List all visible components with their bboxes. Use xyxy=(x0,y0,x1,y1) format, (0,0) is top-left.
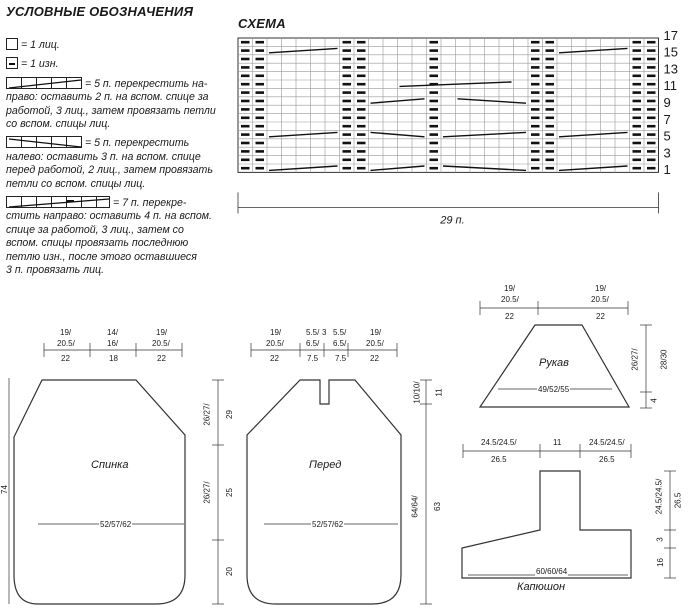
purl-mark xyxy=(256,133,265,136)
scheme-title: СХЕМА xyxy=(238,16,286,31)
purl-mark xyxy=(430,58,439,61)
purl-mark xyxy=(343,125,352,128)
hood-right-dim-c: 3 xyxy=(655,537,665,542)
purl-mark xyxy=(647,75,656,78)
purl-mark xyxy=(546,125,555,128)
purl-mark xyxy=(531,167,540,170)
sleeve-dim-1-top: 19/ xyxy=(504,284,516,293)
purl-mark xyxy=(647,83,656,86)
purl-mark xyxy=(647,91,656,94)
purl-mark xyxy=(531,41,540,44)
row-number-label: 5 xyxy=(663,128,671,144)
sleeve-dim-2-top: 19/ xyxy=(595,284,607,293)
legend-cable-5-right-line-4: со вспом. спицы лиц. xyxy=(6,118,111,131)
hood-dim-2-top: 11 xyxy=(553,438,562,447)
purl-mark xyxy=(256,159,265,162)
purl-mark xyxy=(357,75,366,78)
purl-mark xyxy=(256,142,265,145)
back-right-dim-1a: 26/27/ xyxy=(202,403,212,426)
hood-outline xyxy=(462,471,631,578)
purl-mark xyxy=(531,125,540,128)
purl-mark xyxy=(633,167,642,170)
purl-mark xyxy=(357,125,366,128)
purl-mark xyxy=(430,41,439,44)
purl-mark xyxy=(357,159,366,162)
purl-mark xyxy=(546,100,555,103)
legend-purl-label: = 1 изн. xyxy=(20,58,59,71)
purl-mark xyxy=(241,133,250,136)
purl-mark xyxy=(241,83,250,86)
purl-mark xyxy=(531,159,540,162)
purl-mark xyxy=(430,91,439,94)
legend-cable-7-right-line-3: спице за работой, 3 лиц., затем со xyxy=(6,223,184,236)
back-outline xyxy=(14,380,185,604)
purl-mark xyxy=(430,108,439,111)
purl-mark xyxy=(531,91,540,94)
purl-mark xyxy=(256,117,265,120)
purl-mark xyxy=(256,58,265,61)
front-dim-4-top: 5.5/ xyxy=(333,328,347,337)
front-left-dim-d: 63 xyxy=(432,502,442,511)
purl-mark xyxy=(343,66,352,69)
purl-mark xyxy=(633,66,642,69)
purl-mark xyxy=(647,49,656,52)
purl-mark xyxy=(343,41,352,44)
purl-mark xyxy=(343,167,352,170)
purl-mark xyxy=(343,83,352,86)
legend-title: УСЛОВНЫЕ ОБОЗНАЧЕНИЯ xyxy=(6,4,194,19)
front-dim-1-bottom: 22 xyxy=(270,354,279,363)
purl-mark xyxy=(647,66,656,69)
back-dim-3-bottom: 22 xyxy=(157,354,166,363)
purl-mark xyxy=(633,100,642,103)
purl-mark xyxy=(241,41,250,44)
purl-mark xyxy=(531,117,540,120)
purl-mark xyxy=(633,108,642,111)
hood-right-dim-b: 26.5 xyxy=(673,492,683,509)
front-dim-5-top: 19/ xyxy=(370,328,382,337)
purl-mark xyxy=(633,75,642,78)
purl-mark xyxy=(256,108,265,111)
purl-mark xyxy=(357,58,366,61)
purl-mark xyxy=(357,91,366,94)
purl-mark xyxy=(357,142,366,145)
purl-mark xyxy=(647,159,656,162)
purl-mark xyxy=(241,75,250,78)
legend-cable-5-left-line-2: налево: оставить 3 п. на вспом. спице xyxy=(6,150,201,163)
hood-right-dim-a: 24.5/24.5/ xyxy=(654,478,664,515)
purl-mark xyxy=(357,49,366,52)
front-left-dim-b: 11 xyxy=(434,388,444,397)
purl-mark xyxy=(430,159,439,162)
purl-mark xyxy=(357,167,366,170)
purl-mark xyxy=(531,150,540,153)
purl-mark xyxy=(647,41,656,44)
purl-mark xyxy=(357,108,366,111)
hood-dim-3-bottom: 26.5 xyxy=(599,455,615,464)
purl-mark xyxy=(430,142,439,145)
front-dim-1-top: 19/ xyxy=(270,328,282,337)
purl-mark xyxy=(546,117,555,120)
purl-mark xyxy=(357,83,366,86)
front-dim-1-mid: 20.5/ xyxy=(266,339,284,348)
sleeve-right-dim-b: 28/30 xyxy=(659,349,669,370)
width-dimension-label: 29 п. xyxy=(440,214,465,227)
purl-mark xyxy=(430,100,439,103)
purl-mark xyxy=(241,100,250,103)
purl-mark xyxy=(647,125,656,128)
row-number-label: 1 xyxy=(663,162,671,178)
purl-mark xyxy=(357,66,366,69)
row-number-label: 13 xyxy=(663,61,678,77)
front-name: Перед xyxy=(309,459,342,471)
purl-mark xyxy=(430,117,439,120)
back-dim-2-top: 14/ xyxy=(107,328,119,337)
purl-mark xyxy=(647,100,656,103)
purl-mark xyxy=(633,83,642,86)
purl-mark xyxy=(647,108,656,111)
front-dim-5-mid: 20.5/ xyxy=(366,339,384,348)
purl-mark xyxy=(546,108,555,111)
sleeve-dim-2-mid: 20.5/ xyxy=(591,295,609,304)
purl-mark xyxy=(546,66,555,69)
purl-mark xyxy=(343,58,352,61)
legend-cable-5-left-line-1: = 5 п. перекрестить xyxy=(84,137,190,150)
back-width-label: 52/57/62 xyxy=(100,520,132,529)
knitting-chart xyxy=(0,0,690,230)
purl-mark xyxy=(647,142,656,145)
purl-mark xyxy=(241,150,250,153)
purl-mark xyxy=(633,91,642,94)
row-number-label: 15 xyxy=(663,44,678,60)
purl-mark xyxy=(633,150,642,153)
purl-mark xyxy=(531,108,540,111)
sleeve-outline xyxy=(480,325,629,407)
purl-mark xyxy=(430,150,439,153)
purl-mark xyxy=(357,150,366,153)
legend-cable-7-right-line-2: стить направо: оставить 4 п. на вспом. xyxy=(6,210,212,223)
purl-mark xyxy=(343,133,352,136)
purl-mark xyxy=(546,150,555,153)
purl-mark xyxy=(633,142,642,145)
back-right-dim-1b: 29 xyxy=(224,410,234,419)
purl-mark xyxy=(241,167,250,170)
purl-mark xyxy=(343,100,352,103)
purl-mark xyxy=(343,108,352,111)
purl-mark xyxy=(633,125,642,128)
front-dim-2-top: 5.5/ xyxy=(306,328,320,337)
purl-mark xyxy=(343,150,352,153)
purl-mark xyxy=(546,133,555,136)
purl-mark xyxy=(647,150,656,153)
purl-mark xyxy=(241,49,250,52)
purl-mark xyxy=(430,66,439,69)
hood-right-dim-d: 16 xyxy=(655,558,665,567)
purl-mark xyxy=(256,41,265,44)
purl-mark xyxy=(633,41,642,44)
purl-mark xyxy=(633,159,642,162)
purl-mark xyxy=(256,75,265,78)
purl-mark xyxy=(256,91,265,94)
legend-cable-5-right-line-2: право: оставить 2 п. на вспом. спице за xyxy=(6,91,209,104)
purl-mark xyxy=(531,83,540,86)
purl-mark xyxy=(430,75,439,78)
legend-cable-7-right-line-4: вспом. спицы провязать последнюю xyxy=(6,237,189,250)
purl-mark xyxy=(546,58,555,61)
purl-mark xyxy=(357,133,366,136)
hood-width-label: 60/60/64 xyxy=(536,567,568,576)
front-dim-4-bottom: 7.5 xyxy=(335,354,347,363)
purl-mark xyxy=(430,133,439,136)
purl-mark xyxy=(546,75,555,78)
back-right-dim-3b: 20 xyxy=(224,567,234,576)
purl-mark xyxy=(241,108,250,111)
legend-cable-5-left-line-4: петли со вспом. спицы лиц. xyxy=(6,177,146,190)
purl-mark xyxy=(256,66,265,69)
front-width-label: 52/57/62 xyxy=(312,520,344,529)
purl-mark xyxy=(343,117,352,120)
front-dim-2-bottom: 7.5 xyxy=(307,354,319,363)
row-number-label: 3 xyxy=(663,145,671,161)
front-outline xyxy=(247,380,401,604)
front-left-dim-a: 10/10/ xyxy=(412,381,422,404)
purl-mark xyxy=(531,58,540,61)
purl-mark xyxy=(241,159,250,162)
purl-mark xyxy=(241,142,250,145)
back-right-dim-2a: 26/27/ xyxy=(202,481,212,504)
purl-mark xyxy=(531,49,540,52)
purl-mark xyxy=(241,66,250,69)
purl-mark xyxy=(357,100,366,103)
back-dim-2-mid: 16/ xyxy=(107,339,119,348)
front-dim-3-top: 3 xyxy=(322,328,327,337)
hood-dim-1-bottom: 26.5 xyxy=(491,455,507,464)
front-dim-2-mid: 6.5/ xyxy=(306,339,320,348)
back-dim-3-top: 19/ xyxy=(156,328,168,337)
purl-mark xyxy=(357,41,366,44)
purl-mark xyxy=(256,100,265,103)
back-dim-2-bottom: 18 xyxy=(109,354,118,363)
front-dim-5-bottom: 22 xyxy=(370,354,379,363)
sleeve-dim-2-bottom: 22 xyxy=(596,312,605,321)
purl-mark xyxy=(256,83,265,86)
purl-mark xyxy=(357,117,366,120)
purl-mark xyxy=(430,49,439,52)
legend-cable-7-right-line-5: петлю изн., после этого оставшиеся xyxy=(6,250,197,263)
purl-mark xyxy=(546,49,555,52)
purl-mark xyxy=(241,125,250,128)
purl-mark xyxy=(633,117,642,120)
back-dim-1-bottom: 22 xyxy=(61,354,70,363)
row-number-label: 7 xyxy=(663,111,671,127)
purl-mark xyxy=(647,133,656,136)
purl-mark xyxy=(633,58,642,61)
purl-mark xyxy=(531,142,540,145)
purl-mark xyxy=(343,75,352,78)
purl-mark xyxy=(343,142,352,145)
purl-mark xyxy=(256,167,265,170)
front-dim-4-mid: 6.5/ xyxy=(333,339,347,348)
sleeve-width-label: 49/52/55 xyxy=(538,385,570,394)
purl-mark xyxy=(546,167,555,170)
hood-dim-1-top: 24.5/24.5/ xyxy=(481,438,517,447)
back-dim-1-mid: 20.5/ xyxy=(57,339,75,348)
legend-cable-7-right-line-1: = 7 п. перекре- xyxy=(112,197,187,210)
back-name: Спинка xyxy=(91,459,129,471)
row-number-label: 9 xyxy=(663,95,671,110)
legend-cable-5-right-line-1: = 5 п. перекрестить на- xyxy=(84,77,208,90)
purl-mark xyxy=(430,125,439,128)
purl-mark xyxy=(647,58,656,61)
back-right-dim-2b: 25 xyxy=(224,488,234,497)
back-dim-1-top: 19/ xyxy=(60,328,72,337)
row-number-label: 17 xyxy=(663,27,678,43)
purl-mark xyxy=(546,142,555,145)
purl-mark xyxy=(343,49,352,52)
purl-mark xyxy=(647,167,656,170)
sleeve-dim-1-mid: 20.5/ xyxy=(501,295,519,304)
front-left-dim-c: 64/64/ xyxy=(410,495,420,518)
sleeve-dim-1-bottom: 22 xyxy=(505,312,514,321)
purl-mark xyxy=(531,133,540,136)
hood-name: Капюшон xyxy=(517,581,566,593)
sleeve-right-dim-c: 4 xyxy=(649,398,659,403)
back-height-label: 74 xyxy=(0,485,9,494)
purl-mark xyxy=(633,133,642,136)
purl-mark xyxy=(256,49,265,52)
purl-mark xyxy=(343,91,352,94)
purl-mark xyxy=(647,117,656,120)
sleeve-name: Рукав xyxy=(539,357,569,369)
legend-cable-7-right-line-6: 3 п. провязать лиц. xyxy=(6,264,105,277)
legend-cable-5-left-line-3: перед работой, 2 лиц., затем провязать xyxy=(6,164,213,177)
row-number-label: 11 xyxy=(663,78,677,94)
purl-mark xyxy=(343,159,352,162)
purl-mark xyxy=(241,91,250,94)
purl-mark xyxy=(241,117,250,120)
purl-mark xyxy=(256,150,265,153)
purl-mark xyxy=(633,49,642,52)
purl-mark xyxy=(241,58,250,61)
purl-mark xyxy=(256,125,265,128)
purl-mark xyxy=(531,100,540,103)
back-dim-3-mid: 20.5/ xyxy=(152,339,170,348)
legend-cable-5-right-line-3: работой, 3 лиц., затем провязать петли xyxy=(6,104,216,117)
purl-mark xyxy=(531,66,540,69)
legend-knit-label: = 1 лиц. xyxy=(20,39,60,51)
purl-mark xyxy=(546,83,555,86)
purl-mark xyxy=(546,91,555,94)
purl-mark xyxy=(430,167,439,170)
sleeve-right-dim-a: 26/27/ xyxy=(630,348,640,371)
purl-mark xyxy=(531,75,540,78)
hood-dim-3-top: 24.5/24.5/ xyxy=(589,438,625,447)
purl-mark xyxy=(546,41,555,44)
purl-mark xyxy=(546,159,555,162)
